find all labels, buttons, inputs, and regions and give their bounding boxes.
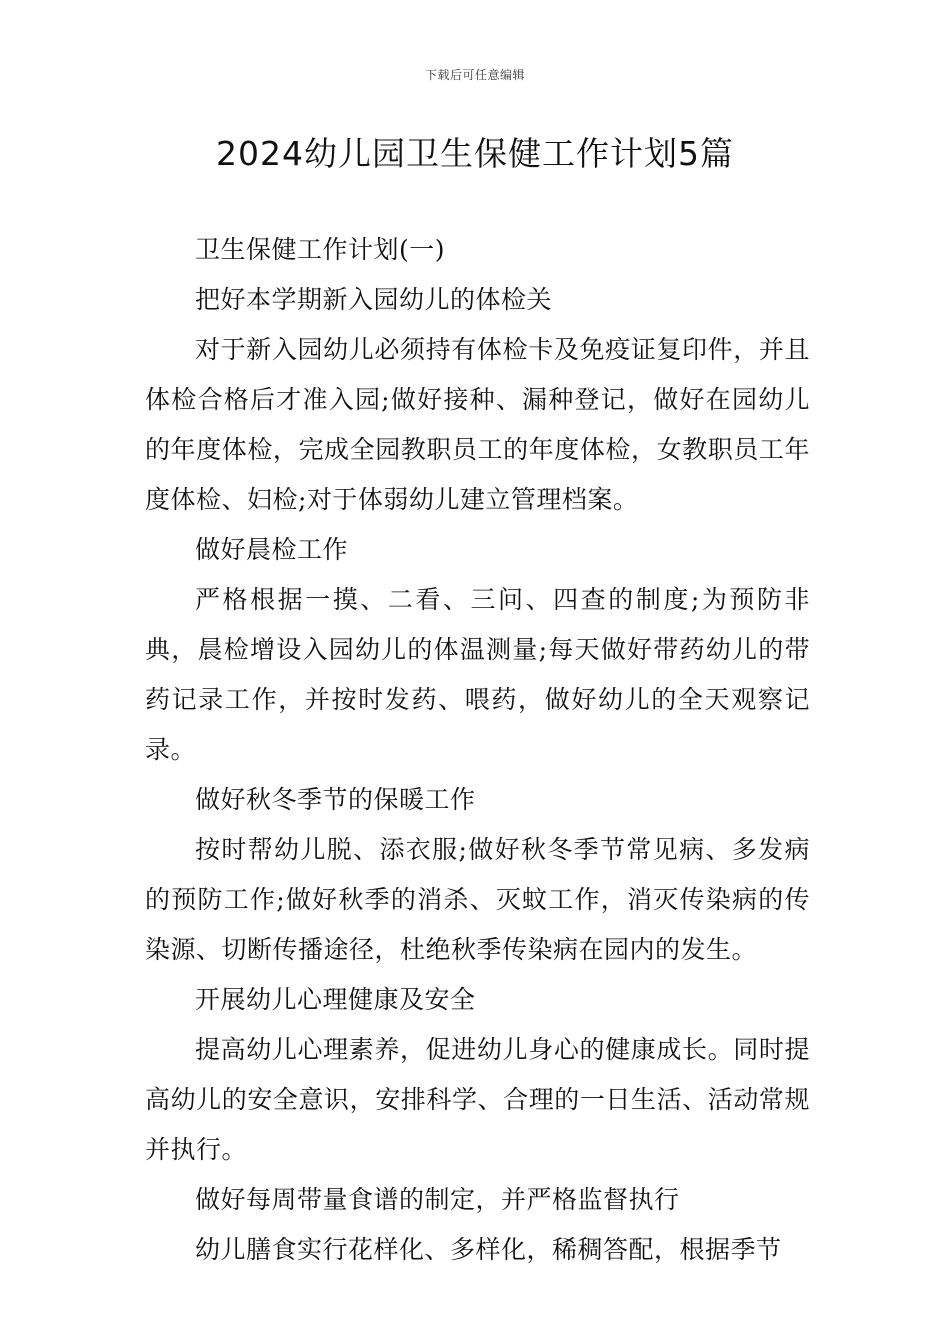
subheading-health-check: 把好本学期新入园幼儿的体检关 bbox=[195, 285, 553, 314]
paragraph-autumn-winter: 按时帮幼儿脱、添衣服;做好秋冬季节常见病、多发病的预防工作;做好秋季的消杀、灭蚊工作，消灭传染病的传染源、切断传播途径，杜绝秋季传染病在园内的发生。 bbox=[145, 835, 810, 964]
document-body bbox=[145, 225, 810, 1275]
header-note: 下载后可任意编辑 bbox=[424, 68, 525, 82]
paragraph-diet: 幼儿膳食实行花样化、多样化，稀稠答配，根据季节 bbox=[195, 1235, 782, 1264]
subheading-autumn-winter: 做好秋冬季节的保暖工作 bbox=[195, 785, 476, 814]
subheading-morning-check: 做好晨检工作 bbox=[195, 535, 349, 564]
subheading-weekly-menu: 做好每周带量食谱的制定，并严格监督执行 bbox=[195, 1185, 680, 1214]
paragraph-mental-health: 提高幼儿心理素养，促进幼儿身心的健康成长。同时提高幼儿的安全意识，安排科学、合理的一日生活、活动常规并执行。 bbox=[145, 1035, 810, 1164]
paragraph-morning-check: 严格根据一摸、二看、三问、四查的制度;为预防非典，晨检增设入园幼儿的体温测量;每天做好带药幼儿的带药记录工作，并按时发药、喂药，做好幼儿的全天观察记录。 bbox=[145, 585, 810, 764]
document-title: 2024幼儿园卫生保健工作计划5篇 bbox=[216, 134, 734, 173]
subheading-mental-health: 开展幼儿心理健康及安全 bbox=[195, 985, 476, 1014]
paragraph-health-check: 对于新入园幼儿必须持有体检卡及免疫证复印件，并且体检合格后才准入园;做好接种、漏种登记，做好在园幼儿的年度体检，完成全园教职员工的年度体检，女教职员工年度体检、妇检;对于体弱幼儿建立管理档案。 bbox=[145, 335, 810, 514]
section-heading-plan-one: 卫生保健工作计划(一) bbox=[195, 235, 446, 264]
